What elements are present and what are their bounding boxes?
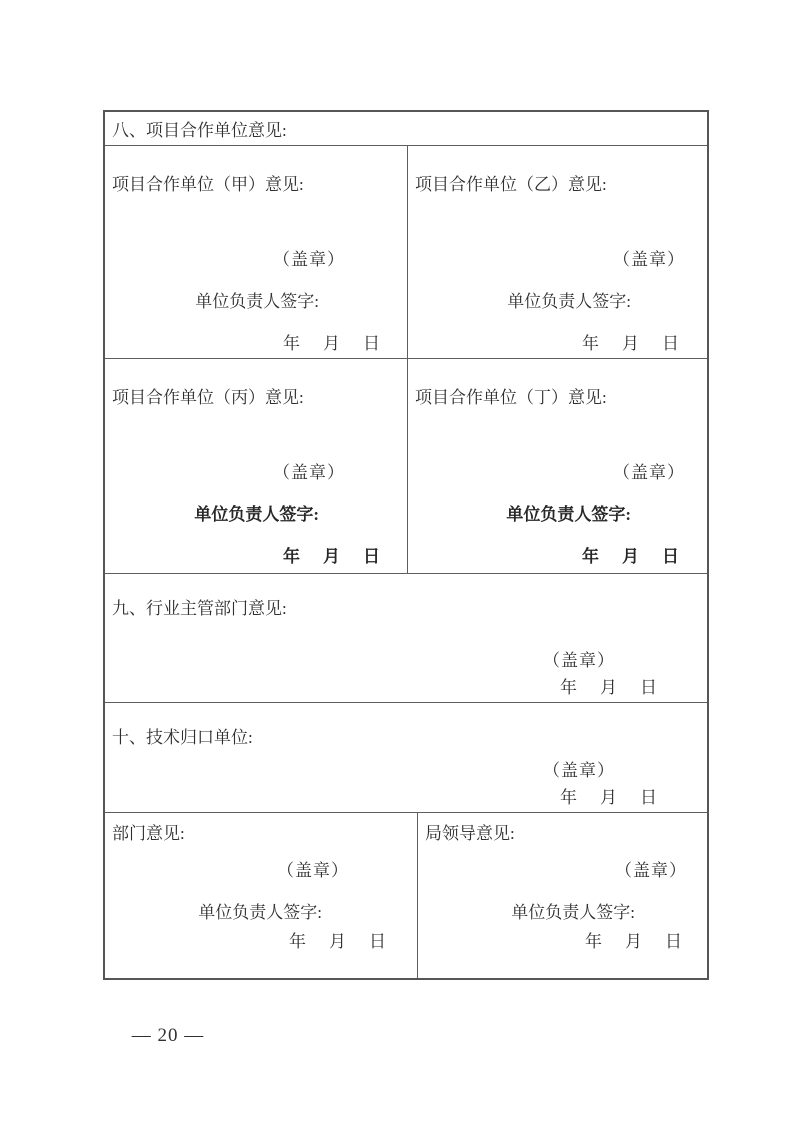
date-line: 年 月 日 [582,334,682,353]
opinion-cell-label: 项目合作单位（乙）意见: [415,175,607,194]
section8-header-row [105,112,707,146]
section9-title: 九、行业主管部门意见: [112,599,287,618]
form-table [103,110,709,980]
opinion-cell-jia [105,146,408,358]
stamp-label: （盖章） [277,861,349,880]
date-line: 年 月 日 [585,932,685,951]
sign-label: 单位负责人签字: [506,505,631,524]
stamp-label: （盖章） [273,250,345,269]
date-line: 年 月 日 [283,334,383,353]
sign-label: 单位负责人签字: [195,292,319,311]
stamp-label: （盖章） [273,463,345,482]
section10-row [105,703,707,813]
opinion-cell-label: 项目合作单位（丁）意见: [415,388,607,407]
date-line: 年 月 日 [560,678,660,697]
bureau-leader-opinion-cell [418,813,707,978]
opinion-cell-label: 项目合作单位（甲）意见: [112,175,304,194]
opinion-cell-ding [408,359,707,573]
page-number: — 20 — [131,1025,205,1046]
stamp-label: （盖章） [543,761,615,780]
date-line: 年 月 日 [283,547,383,566]
department-opinion-label: 部门意见: [112,824,185,843]
sign-label: 单位负责人签字: [194,505,319,524]
stamp-label: （盖章） [543,651,615,670]
section9-row [105,574,707,703]
date-line: 年 月 日 [582,547,682,566]
date-line: 年 月 日 [560,788,660,807]
section8-row-1 [105,146,707,359]
stamp-label: （盖章） [615,861,687,880]
department-opinion-cell [105,813,418,978]
opinion-cell-bing [105,359,408,573]
date-line: 年 月 日 [289,932,389,951]
opinion-cell-label: 项目合作单位（丙）意见: [112,388,304,407]
stamp-label: （盖章） [613,250,685,269]
sign-label: 单位负责人签字: [507,292,631,311]
opinion-cell-yi [408,146,707,358]
stamp-label: （盖章） [613,463,685,482]
sign-label: 单位负责人签字: [511,903,635,922]
section8-row-2 [105,359,707,574]
approval-row [105,813,707,978]
bureau-leader-opinion-label: 局领导意见: [425,824,515,843]
section10-title: 十、技术归口单位: [112,728,253,747]
section8-title: 八、项目合作单位意见: [112,121,287,140]
sign-label: 单位负责人签字: [198,903,322,922]
